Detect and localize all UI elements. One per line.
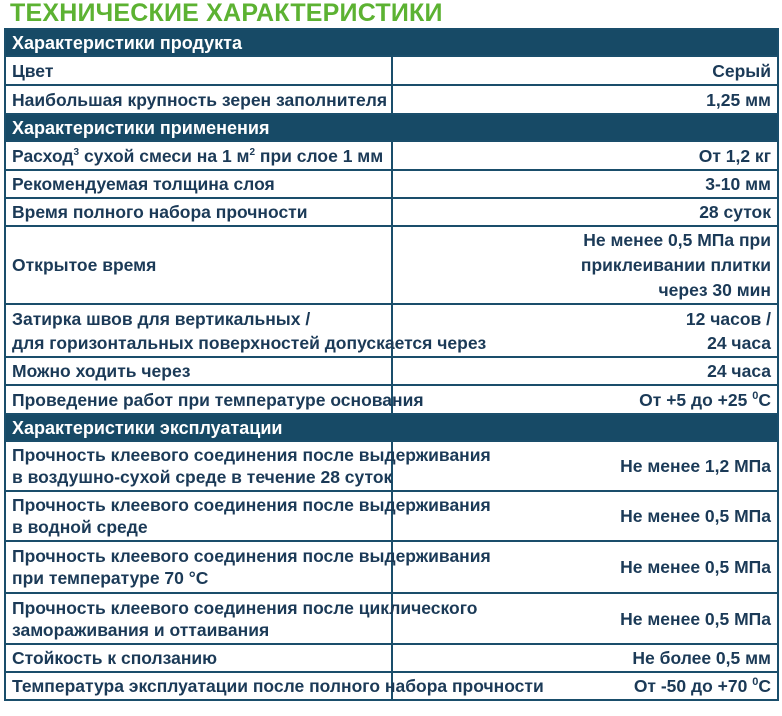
row-value: Не менее 0,5 МПа xyxy=(392,541,779,593)
table-row xyxy=(5,491,778,541)
table-row xyxy=(5,441,778,491)
row-value: Не менее 0,5 МПа при приклеивании плитки через 30 мин xyxy=(392,226,779,304)
section-title: Характеристики применения xyxy=(5,114,778,141)
table-row xyxy=(5,198,778,226)
row-value: 3-10 мм xyxy=(392,170,779,198)
row-label: Наибольшая крупность зерен заполнителя xyxy=(5,85,392,114)
row-label: Затирка швов для вертикальных / для горизонтальных поверхностей допускается через xyxy=(5,304,392,357)
row-label: Расход$^3$ сухой смеси на 1 $м^2$ при слое 1 мм xyxy=(5,141,392,170)
table-row xyxy=(5,170,778,198)
section-header xyxy=(5,414,778,441)
row-label: Цвет xyxy=(5,56,392,85)
table-row xyxy=(5,304,778,357)
section-title: Характеристики продукта xyxy=(5,29,778,56)
row-label: Температура эксплуатации после полного набора прочности xyxy=(5,672,392,700)
section-title: Характеристики эксплуатации xyxy=(5,414,778,441)
row-value: Не менее 0,5 МПа xyxy=(392,491,779,541)
spec-table xyxy=(4,28,779,701)
page-title: ТЕХНИЧЕСКИЕ ХАРАКТЕРИСТИКИ xyxy=(10,0,443,27)
row-value: Серый xyxy=(392,56,779,85)
row-label: Прочность клеевого соединения после выдерживания в водной среде xyxy=(5,491,392,541)
row-label: Время полного набора прочности xyxy=(5,198,392,226)
row-label: Стойкость к сползанию xyxy=(5,644,392,672)
row-label: Прочность клеевого соединения после выдерживания в воздушно-сухой среде в течение 28 суток xyxy=(5,441,392,491)
table-row xyxy=(5,226,778,304)
table-row xyxy=(5,357,778,385)
table-row xyxy=(5,141,778,170)
row-label: Открытое время xyxy=(5,226,392,304)
row-value: 24 часа xyxy=(392,357,779,385)
section-header xyxy=(5,29,778,56)
row-value: Не более 0,5 мм xyxy=(392,644,779,672)
table-row xyxy=(5,593,778,644)
row-value: 28 суток xyxy=(392,198,779,226)
table-row xyxy=(5,644,778,672)
row-value: От 1,2 кг xyxy=(392,141,779,170)
row-label: Рекомендуемая толщина слоя xyxy=(5,170,392,198)
section-header xyxy=(5,114,778,141)
table-row xyxy=(5,672,778,700)
row-label: Проведение работ при температуре основания xyxy=(5,385,392,414)
row-label: Прочность клеевого соединения после выдерживания при температуре 70 °С xyxy=(5,541,392,593)
table-row xyxy=(5,385,778,414)
row-value: 1,25 мм xyxy=(392,85,779,114)
row-label: Прочность клеевого соединения после циклического замораживания и оттаивания xyxy=(5,593,392,644)
table-row xyxy=(5,541,778,593)
row-value: От -50 до +70 $^0$С xyxy=(392,672,779,700)
table-row xyxy=(5,56,778,85)
row-value: Не менее 1,2 МПа xyxy=(392,441,779,491)
table-row xyxy=(5,85,778,114)
row-value: 12 часов / 24 часа xyxy=(392,304,779,357)
row-value: Не менее 0,5 МПа xyxy=(392,593,779,644)
row-label: Можно ходить через xyxy=(5,357,392,385)
row-value: От +5 до +25 $^0$С xyxy=(392,385,779,414)
